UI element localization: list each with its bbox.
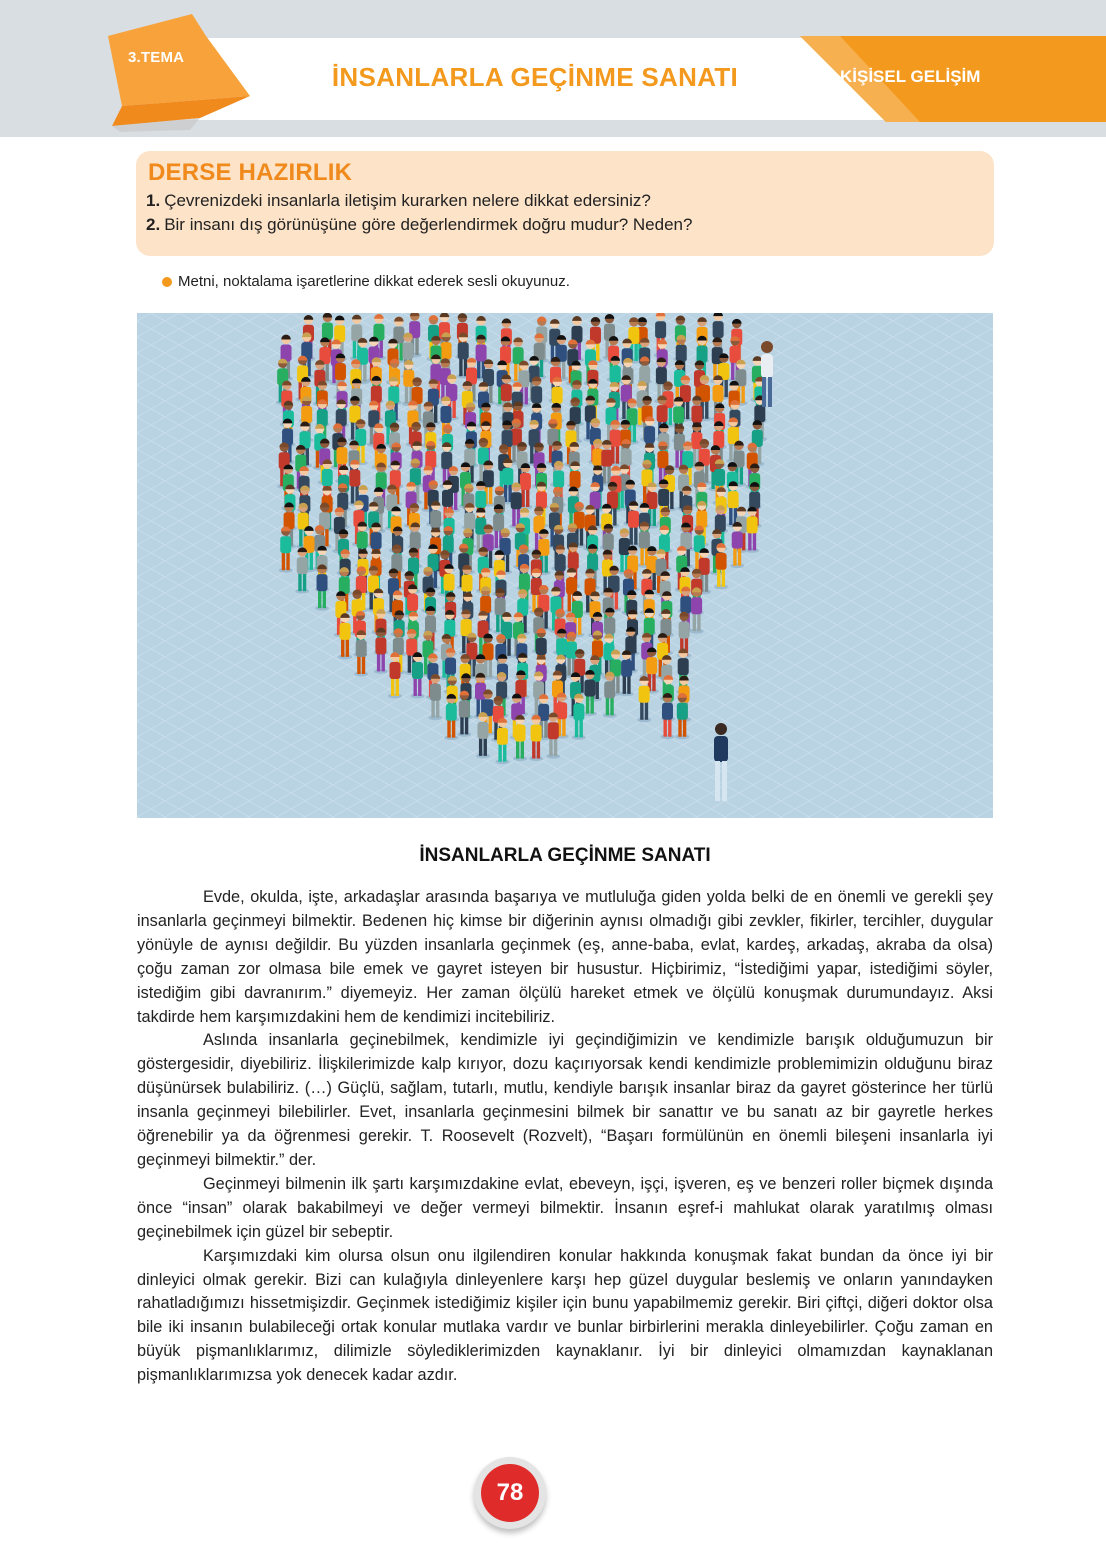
article-paragraph-4: Karşımızdaki kim olursa olsun onu ilgilendiren konular hakkında konuşmak fakat bundan da önce iyi bir dinleyici olmak gerekir. Bizi can kulağıyla dinleyenlere karşı hep güzel duygular beslemiş ve onların yanındayken rahatladığımızı hissetmişizdir. Geçinmek istediğimiz kişiler için bunu yapabilmemiz gerekir. Biri çiftçi, diğeri doktor olsa bile iki insanın bulabileceği ortak konular mutlaka vardır ve bunlar birbirlerini merakla dinleyebilirler. Çoğu zaman en büyük pişmanlıklarımız, dilimizle söylediklerimizden kaynaklanır. İyi bir dinleyici olmamızdan kaynaklanan pişmanlıklarımızsa yok denecek kadar azdır. xyxy=(137,1246,993,1385)
page-number-badge xyxy=(474,1457,546,1529)
prep-question-text: Çevrenizdeki insanlarla iletişim kurarken nelere dikkat edersiniz? xyxy=(164,191,651,210)
prep-question-number: 2. xyxy=(146,215,161,234)
lesson-prep-title: DERSE HAZIRLIK xyxy=(148,159,353,186)
article-paragraph-3: Geçinmeyi bilmenin ilk şartı karşımızdakine evlat, ebeveyn, işçi, işveren, eş ve benzeri roller biçmek dışında önce “insan” olarak bakabilmeyi ve değer vermeyi bilmektir. İnsanın eşref-i mahlukat olarak yaratılmış olması geçinebilmek için güzel bir sebeptir. xyxy=(137,1174,993,1241)
lesson-prep-box xyxy=(136,151,994,256)
prep-question-number: 1. xyxy=(146,191,161,210)
article-paragraph-1: Evde, okulda, işte, arkadaşlar arasında başarıya ve mutluluğa giden yolda belki de en önemli ve gerekli şey insanlarla geçinmeyi bilmektir. Bedenen hiç kimse bir diğerinin aynısı olmadığı gibi zevkler, fikirler, tercihler, duygular yönüyle de aynısı değildir. Bu yüzden insanlarla geçinmek (eş, anne-baba, evlat, kardeş, arkadaş, akraba da olsa) çoğu zaman zor olmasa bile emek ve gayret isteyen bir husustur. Hiçbirimiz, “İstediğimi yapar, istediğimi söyler, istediğim gibi davranırım.” diyemeyiz. Her zaman ölçülü hareket etmek ve ölçülü konuşmak durumundayız. Aksi takdirde hem karşımızdakini hem de kendimizi incitebiliriz. xyxy=(137,888,993,1026)
theme-label: 3.TEMA xyxy=(128,49,185,66)
reading-instruction-text: Metni, noktalama işaretlerine dikkat ederek sesli okuyunuz. xyxy=(178,273,570,290)
article-paragraph-2: Aslında insanlarla geçinebilmek, kendimizle iyi geçindiğimizin ve kendimizle barışık olduğumuzun bir göstergesidir, diyebiliriz. İlişkilerimizde kalp kırıyor, dozu kaçırıyorsak kendi kendimizle problemimizin olduğunu biraz düşünürsek bulabiliriz. (…) Güçlü, sağlam, tutarlı, mutlu, kendiyle barışık insanlar biraz da gayret gösterince her türlü insanla geçinmeyi bilebilirler. Evet, insanlarla geçinmesini bilmek bir sanattır ve bu sanatı az bir gayretle herkes öğrenebilir ya da öğrenmesi gerekir. T. Roosevelt (Rozvelt), “Başarı formülünün en önemli bileşeni insanlarla iyi geçinmeyi bilmektir.” der. xyxy=(137,1031,993,1169)
article-title: İNSANLARLA GEÇİNME SANATI xyxy=(419,845,711,866)
prep-question-1 xyxy=(146,191,651,211)
article-body xyxy=(137,886,993,1388)
page-number: 78 xyxy=(481,1464,539,1522)
section-label: KİŞİSEL GELİŞİM xyxy=(840,67,981,86)
bullet-icon xyxy=(162,277,172,287)
page-header-title: İNSANLARLA GEÇİNME SANATI xyxy=(331,62,739,92)
theme-tab-ribbon xyxy=(100,14,270,134)
crowd-speech-bubble-illustration xyxy=(137,313,993,818)
prep-question-text: Bir insanı dış görünüşüne göre değerlendirmek doğru mudur? Neden? xyxy=(164,215,693,234)
prep-question-2 xyxy=(146,215,692,235)
reading-instruction xyxy=(162,273,570,290)
crowd-illustration-svg xyxy=(137,313,993,818)
